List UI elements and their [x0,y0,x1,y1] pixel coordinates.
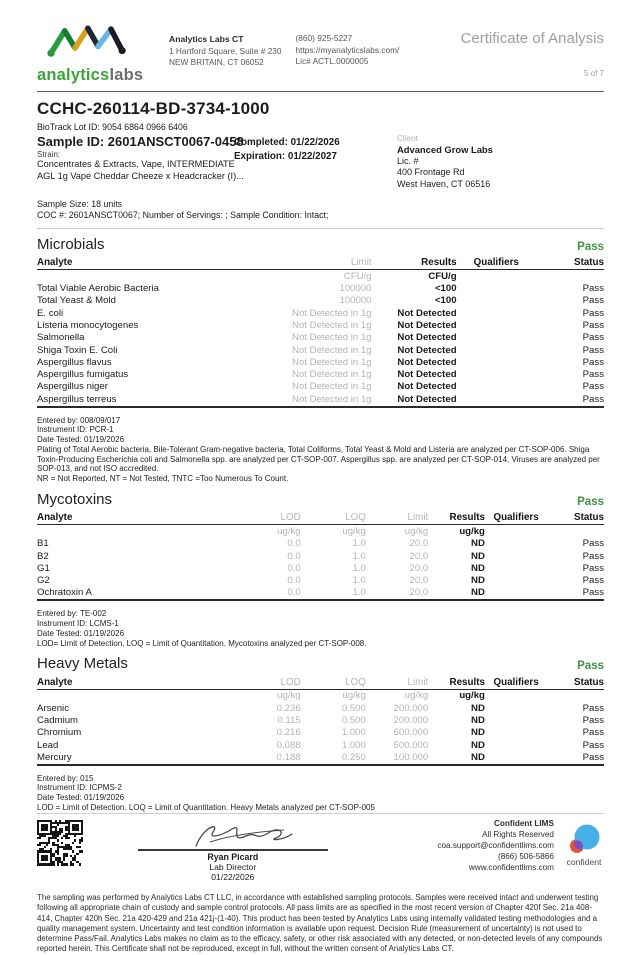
client-block [387,134,604,190]
cell-status: Pass [582,295,604,307]
cell-status: Pass [582,550,604,562]
table-row [37,702,604,714]
cell-analyte: Lead [37,739,59,751]
cell-status: Pass [582,393,604,405]
lab-address-line1: 1 Hartford Square, Suite # 230 [169,45,282,56]
heavy-metals-table [37,676,604,765]
col-status: Status [547,676,604,689]
note-line: LOD= Limit of Detection, LOQ = Limit of Quantitation. Mycotoxins analyzed per CT-SOP-008. [37,638,367,648]
cell-status: Pass [582,751,604,763]
confident-logo [564,823,604,867]
document-title: Certificate of Analysis [460,30,604,47]
cell-status: Pass [582,369,604,381]
cell-results: ND [471,727,485,739]
col-loq: LOQ [301,512,366,525]
strain-line2: AGL 1g Vape Cheddar Cheeze x Headcracker (I)... [37,170,244,181]
note-line: Instrument ID: LCMS-1 [37,619,119,628]
strain-label: Strain: [37,150,61,159]
analytics-labs-logo [37,24,155,85]
cell-limit: 20.0 [409,562,429,574]
cell-analyte: B2 [37,550,49,562]
client-address1: 400 Frontage Rd [397,167,465,178]
table-row [37,295,604,307]
cell-loq: 1.0 [352,538,366,550]
cell-limit: 200.000 [393,714,429,726]
cell-status: Pass [582,714,604,726]
lims-phone: (866) 506-5866 [497,851,554,861]
unit-limit: ug/kg [404,690,429,702]
sample-info-grid [37,134,604,190]
cell-status: Pass [582,727,604,739]
table-row [37,307,604,319]
unit-limit: ug/kg [404,525,429,537]
cell-status: Pass [582,344,604,356]
cell-analyte: Chromium [37,727,82,739]
sample-title: CCHC-260114-BD-3734-1000 [37,99,270,118]
expiration-date: Expiration: 01/22/2027 [234,150,337,162]
cell-loq: 1.0 [352,550,366,562]
heavy-metals-title: Heavy Metals [37,655,128,673]
cell-limit: 100000 [339,295,372,307]
microbials-body [37,282,604,406]
confident-logo-text: confident [566,857,602,868]
signature-scribble [158,818,308,852]
table-row [37,575,604,587]
client-label: Client [397,134,418,143]
cell-status: Pass [582,575,604,587]
heavy-metals-status-badge: Pass [577,660,604,673]
client-address2: West Haven, CT 06516 [397,178,491,189]
cell-status: Pass [582,739,604,751]
mycotoxins-status-badge: Pass [577,495,604,508]
cell-results: Not Detected [397,332,457,344]
cell-status: Pass [582,307,604,319]
cell-qualifiers [485,550,547,562]
cell-status: Pass [582,282,604,294]
cell-qualifiers [485,587,547,600]
cell-lod: 0.188 [276,751,301,763]
cell-loq: 1.0 [352,587,366,599]
cell-qualifiers [457,295,536,307]
mycotoxins-notes [37,609,604,648]
heavy-metals-header-row [37,676,604,689]
cell-limit: Not Detected in 1g [292,381,372,393]
cell-lod: 0.115 [277,714,301,726]
col-limit: Limit [252,257,371,270]
signer-name: Ryan Picard [207,851,259,862]
note-line: Entered by: TE-002 [37,609,107,619]
cell-limit: 100.000 [393,751,429,763]
col-qualifiers: Qualifiers [485,676,547,689]
sample-size: Sample Size: 18 units [37,198,123,209]
lab-website-link[interactable]: https://myanalyticslabs.com/ [295,44,400,55]
mycotoxins-units-row [37,525,604,538]
table-row [37,739,604,751]
cell-results: ND [471,575,485,587]
unit-lod: ug/kg [277,690,301,702]
mycotoxins-section-header [37,491,604,508]
microbials-notes [37,416,604,484]
table-row [37,538,604,550]
cell-loq: 1.0 [352,575,366,587]
col-status: Status [547,512,604,525]
page-indicator: 5 of 7 [583,69,604,78]
dates-block [234,134,387,190]
header-right [461,30,604,78]
col-qualifiers: Qualifiers [485,512,547,525]
col-results: Results [372,257,457,270]
cell-limit: 20.0 [409,550,429,562]
cell-loq: 0.250 [341,751,366,763]
table-row [37,282,604,294]
cell-qualifiers [457,282,536,294]
cell-lod: 0.236 [276,702,301,714]
lab-phone: (860) 925-5227 [295,33,353,43]
cell-results: Not Detected [397,369,457,381]
cell-lod: 0.0 [287,575,301,587]
cell-qualifiers [457,369,536,381]
cell-lod: 0.0 [287,550,301,562]
client-name: Advanced Grow Labs [397,144,493,156]
cell-results: <100 [434,282,457,294]
table-row [37,344,604,356]
cell-analyte: Aspergillus fumigatus [37,369,129,381]
lims-contact [437,818,554,873]
cell-results: ND [471,587,485,599]
note-line: Date Tested: 01/19/2026 [37,628,125,638]
signature-date: 01/22/2026 [211,872,255,883]
cell-analyte: Mercury [37,751,72,763]
sample-meta [37,199,604,229]
note-line: Date Tested: 01/19/2026 [37,435,125,445]
cell-lod: 0.0 [287,562,301,574]
cell-results: ND [471,538,485,550]
cell-analyte: Total Viable Aerobic Bacteria [37,282,159,294]
heavy-metals-units-row [37,689,604,702]
col-status: Status [536,257,604,270]
qr-code [37,820,83,866]
table-row [37,727,604,739]
client-license: Lic. # [397,156,419,166]
cell-lod: 0.088 [276,739,301,751]
table-row [37,319,604,331]
microbials-title: Microbials [37,235,105,253]
unit-loq: ug/kg [342,690,366,702]
cell-results: ND [471,550,485,562]
cell-limit: Not Detected in 1g [292,369,372,381]
brand-analytics: analytics [37,66,110,84]
cell-qualifiers [485,714,547,726]
cell-limit: 500.000 [393,739,429,751]
cell-qualifiers [457,344,536,356]
cell-status: Pass [582,381,604,393]
table-row [37,714,604,726]
microbials-header-row [37,257,604,270]
cell-limit: Not Detected in 1g [292,393,372,405]
cell-limit: 20.0 [409,538,429,550]
lab-phone-block [296,33,400,69]
cell-qualifiers [457,393,536,406]
cell-qualifiers [485,562,547,574]
microbials-section-header [37,236,604,253]
cell-analyte: Aspergillus flavus [37,356,112,368]
lab-address-line2: NEW BRITAIN, CT 06052 [169,57,264,68]
mycotoxins-header-row [37,512,604,525]
col-loq: LOQ [301,676,366,689]
cell-results: ND [471,702,485,714]
cell-analyte: E. coli [37,307,64,319]
mycotoxins-table [37,512,604,601]
table-row [37,550,604,562]
cell-analyte: G1 [37,562,50,574]
footer-row [37,818,604,883]
microbials-table [37,257,604,408]
cell-qualifiers [485,751,547,764]
cell-status: Pass [582,319,604,331]
cell-status: Pass [582,702,604,714]
cell-results: Not Detected [397,307,457,319]
note-line: Instrument ID: ICPMS-2 [37,783,122,793]
cell-limit: Not Detected in 1g [292,319,372,331]
completed-date: Completed: 01/22/2026 [234,137,340,148]
confident-circles-icon [564,823,604,855]
unit-results: ug/kg [459,525,485,537]
cell-limit: 600.000 [393,727,429,739]
col-lod: LOD [196,512,301,525]
col-results: Results [428,676,485,689]
cell-limit: 200.000 [393,702,429,714]
lab-contact-info [169,33,399,69]
note-line: Instrument ID: PCR-1 [37,425,114,435]
cell-lod: 0.0 [287,587,301,599]
cell-results: Not Detected [397,393,457,405]
cell-qualifiers [485,575,547,587]
cell-limit: Not Detected in 1g [292,356,372,368]
cell-analyte: Cadmium [37,714,79,726]
cell-analyte: Shiga Toxin E. Coli [37,344,118,356]
cell-analyte: Aspergillus niger [37,381,108,393]
note-line: Plating of Total Aerobic bacteria, Bile-Tolerant Gram-negative bacteria, Total Coliforms, Total Yeast & Mold and Listeria are analyzed per CT-SOP-006. Shiga Toxin-Producing Escherichia coli and Salmonella spp. are analyzed per CT-SOP-007. Aspergillus spp. are analyzed per CT-SOP-014. Viruses are analyzed per SOP-013, and not ISO accredited. [37,444,600,474]
lab-name: Analytics Labs CT [169,34,244,44]
col-limit: Limit [366,512,428,525]
unit-loq: ug/kg [342,525,366,537]
disclaimer-text: The sampling was performed by Analytics Labs CT LLC, in accordance with established sampling protocols. Samples were received intact and underwent testing following all appropriate chain of custody and sample control protocols. All pass limits are as specified in the most recent version of Chapter 420f Sec. 21a 408-414, Chapter 420h Sec. 21a 420-429 and 21a 421j-(1-40). This product has been tested by Analytics Labs using internally validated testing methodologies and a quality management system. Uncertainty and test condition information is available upon request. Decision Rule (measurement of uncertainty) is not used to determine Pass/Fail. Analytics Labs makes no claim as to the efficacy, safety, or other risk associated with any detected, or non-detected levels of any compounds reported herein. This Certificate shall not be reproduced, except in full, without the written consent of Analytics Labs CT. [37,893,603,954]
col-analyte: Analyte [37,676,196,689]
table-row [37,393,604,406]
sample-id: Sample ID: 2601ANSCT0067-0458 [37,134,244,149]
cell-qualifiers [457,381,536,393]
cell-limit: 20.0 [409,587,429,599]
cell-loq: 1.0 [352,562,366,574]
cell-qualifiers [457,307,536,319]
table-row [37,332,604,344]
cell-results: ND [471,739,485,751]
cell-loq: 1.000 [341,727,366,739]
cell-status: Pass [582,538,604,550]
cell-analyte: Salmonella [37,332,85,344]
cell-loq: 0.500 [341,702,366,714]
cell-analyte: Arsenic [37,702,69,714]
cell-limit: 20.0 [409,575,429,587]
cell-analyte: B1 [37,538,49,550]
cell-results: ND [471,562,485,574]
unit-results: CFU/g [428,270,457,282]
brand-labs: labs [109,66,144,84]
col-lod: LOD [196,676,301,689]
cell-results: Not Detected [397,319,457,331]
sample-id-block [37,134,244,190]
lab-license: Lic# ACTL.0000005 [295,56,369,67]
cell-limit: 100000 [339,282,372,294]
cell-results: ND [471,751,485,763]
cell-status: Pass [582,332,604,344]
biotrack-lot-id: BioTrack Lot ID: 9054 6864 0966 6406 [37,122,188,132]
heavy-metals-notes [37,774,604,813]
cell-qualifiers [485,702,547,714]
mycotoxins-body [37,538,604,601]
cell-lod: 0.0 [287,538,301,550]
header [37,24,604,92]
cell-analyte: Listeria monocytogenes [37,319,139,331]
cell-limit: Not Detected in 1g [292,307,372,319]
cell-analyte: Ochratoxin A [37,587,92,599]
cell-qualifiers [457,356,536,368]
page-footer [0,813,640,955]
table-row [37,751,604,764]
footer-divider [37,813,604,814]
col-limit: Limit [366,676,428,689]
cell-analyte: Total Yeast & Mold [37,295,116,307]
signer-role: Lab Director [209,861,257,872]
lims-website-link[interactable]: www.confidentlims.com [468,862,554,872]
cell-limit: Not Detected in 1g [292,344,372,356]
col-results: Results [428,512,485,525]
brand-wordmark [37,66,155,85]
lab-address-block [169,33,282,69]
cell-status: Pass [582,356,604,368]
cell-analyte: G2 [37,575,50,587]
microbials-status-badge: Pass [577,240,604,253]
note-line: LOD = Limit of Detection. LOQ = Limit of Quantitation. Heavy Metals analyzed per CT-SOP-005 [37,802,375,812]
col-analyte: Analyte [37,512,196,525]
strain-line1: Concentrates & Extracts, Vape, INTERMEDIATE [37,159,235,169]
cell-loq: 1.000 [341,739,366,751]
cell-limit: Not Detected in 1g [292,332,372,344]
mycotoxins-title: Mycotoxins [37,490,113,508]
table-row [37,381,604,393]
cell-lod: 0.216 [276,727,301,739]
cell-qualifiers [485,538,547,550]
cell-qualifiers [457,332,536,344]
cell-results: Not Detected [397,356,457,368]
table-row [37,369,604,381]
mountain-zigzag-icon [37,24,137,60]
note-line: Entered by: 008/09/017 [37,415,121,425]
unit-limit: CFU/g [343,270,372,282]
microbials-units-row [37,270,604,283]
lims-block [437,818,604,873]
lims-name: Confident LIMS [493,818,554,828]
lims-rights: All Rights Reserved [482,829,554,839]
cell-loq: 0.500 [341,714,366,726]
unit-results: ug/kg [459,690,485,702]
cell-analyte: Aspergillus terreus [37,393,117,405]
col-analyte: Analyte [37,257,252,270]
table-row [37,562,604,574]
lims-email-link[interactable]: coa.support@confidentlims.com [437,840,554,850]
note-line: Date Tested: 01/19/2026 [37,793,125,803]
heavy-metals-body [37,702,604,765]
cell-results: <100 [434,295,457,307]
table-row [37,587,604,600]
cell-results: Not Detected [397,344,457,356]
cell-qualifiers [485,727,547,739]
note-line: Entered by: 015 [37,773,94,783]
table-row [37,356,604,368]
cell-results: Not Detected [397,381,457,393]
signature-block [138,818,328,883]
heavy-metals-section-header [37,655,604,672]
cell-status: Pass [582,587,604,599]
cell-qualifiers [457,319,536,331]
note-line: NR = Not Reported, NT = Not Tested, TNTC =Too Numerous To Count. [37,474,289,484]
coc-line: COC #: 2601ANSCT0067; Number of Servings: ; Sample Condition: Intact; [37,210,329,221]
cell-status: Pass [582,562,604,574]
cell-results: ND [471,714,485,726]
col-qualifiers: Qualifiers [457,257,536,270]
unit-lod: ug/kg [277,525,301,537]
cell-qualifiers [485,739,547,751]
